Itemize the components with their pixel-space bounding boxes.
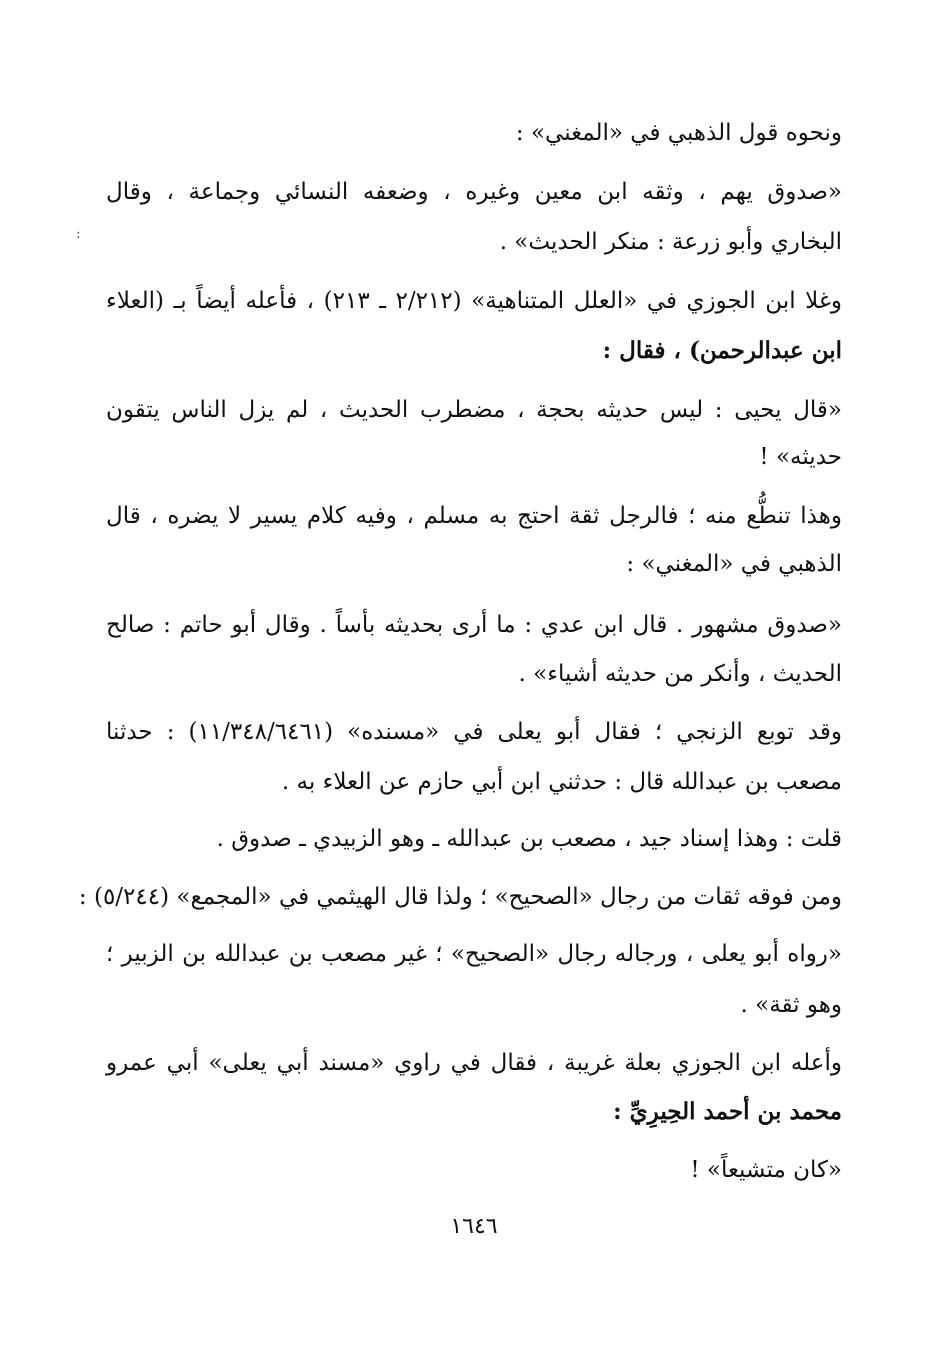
text-line-6: «قال يحيى : ليس حديثه بحجة ، مضطرب الحديث ، لم يزل الناس يتقون: [106, 397, 842, 423]
text-line-14: قلت : وهذا إسناد جيد ، مصعب بن عبدالله ـ وهو الزبيدي ـ صدوق .: [216, 826, 842, 852]
text-line-4: وغلا ابن الجوزي في «العلل المتناهية» (٢/٢١٢ ـ ٢١٣) ، فأعله أيضاً بـ (العلاء: [106, 288, 842, 314]
text-line-9: الذهبي في «المغني» :: [626, 551, 842, 577]
text-line-16: «رواه أبو يعلى ، ورجاله رجال «الصحيح» ؛ غير مصعب بن عبدالله بن الزبير ؛: [106, 941, 842, 967]
text-line-13: مصعب بن عبدالله قال : حدثني ابن أبي حازم عن العلاء به .: [281, 769, 842, 795]
text-line-3: البخاري وأبو زرعة : منكر الحديث» .: [499, 229, 842, 255]
text-line-5: ابن عبدالرحمن) ، فقال :: [602, 337, 842, 364]
text-line-18: وأعله ابن الجوزي بعلة غريبة ، فقال في راوي «مسند أبي يعلى» أبي عمرو: [106, 1050, 842, 1076]
text-line-8: وهذا تنطُّع منه ؛ فالرجل ثقة احتج به مسلم ، وفيه كلام يسير لا يضره ، قال: [106, 503, 842, 529]
page-number: ١٦٤٦: [450, 1214, 498, 1239]
text-line-20: «كان متشيعاً» !: [690, 1157, 842, 1183]
text-line-1: ونحوه قول الذهبي في «المغني» :: [515, 120, 842, 146]
text-line-11: الحديث ، وأنكر من حديثه أشياء» .: [518, 661, 842, 687]
text-line-12: وقد توبع الزنجي ؛ فقال أبو يعلى في «مسنده» (١١/٣٤٨/٦٤٦١) : حدثنا: [106, 719, 842, 745]
text-line-17: وهو ثقة» .: [740, 992, 842, 1018]
text-line-19: محمد بن أحمد الحِيرِيِّ :: [613, 1098, 842, 1125]
text-line-2: «صدوق يهم ، وثقه ابن معين وغيره ، وضعفه النسائي وجماعة ، وقال: [106, 179, 842, 205]
text-line-7: حديثه» !: [759, 444, 842, 470]
text-line-15: ومن فوقه ثقات من رجال «الصحيح» ؛ ولذا قال الهيثمي في «المجمع» (٥/٢٤٤) :: [78, 884, 842, 910]
margin-mark: :: [76, 226, 81, 242]
text-line-10: «صدوق مشهور . قال ابن عدي : ما أرى بحديثه بأساً . وقال أبو حاتم : صالح: [106, 612, 842, 638]
